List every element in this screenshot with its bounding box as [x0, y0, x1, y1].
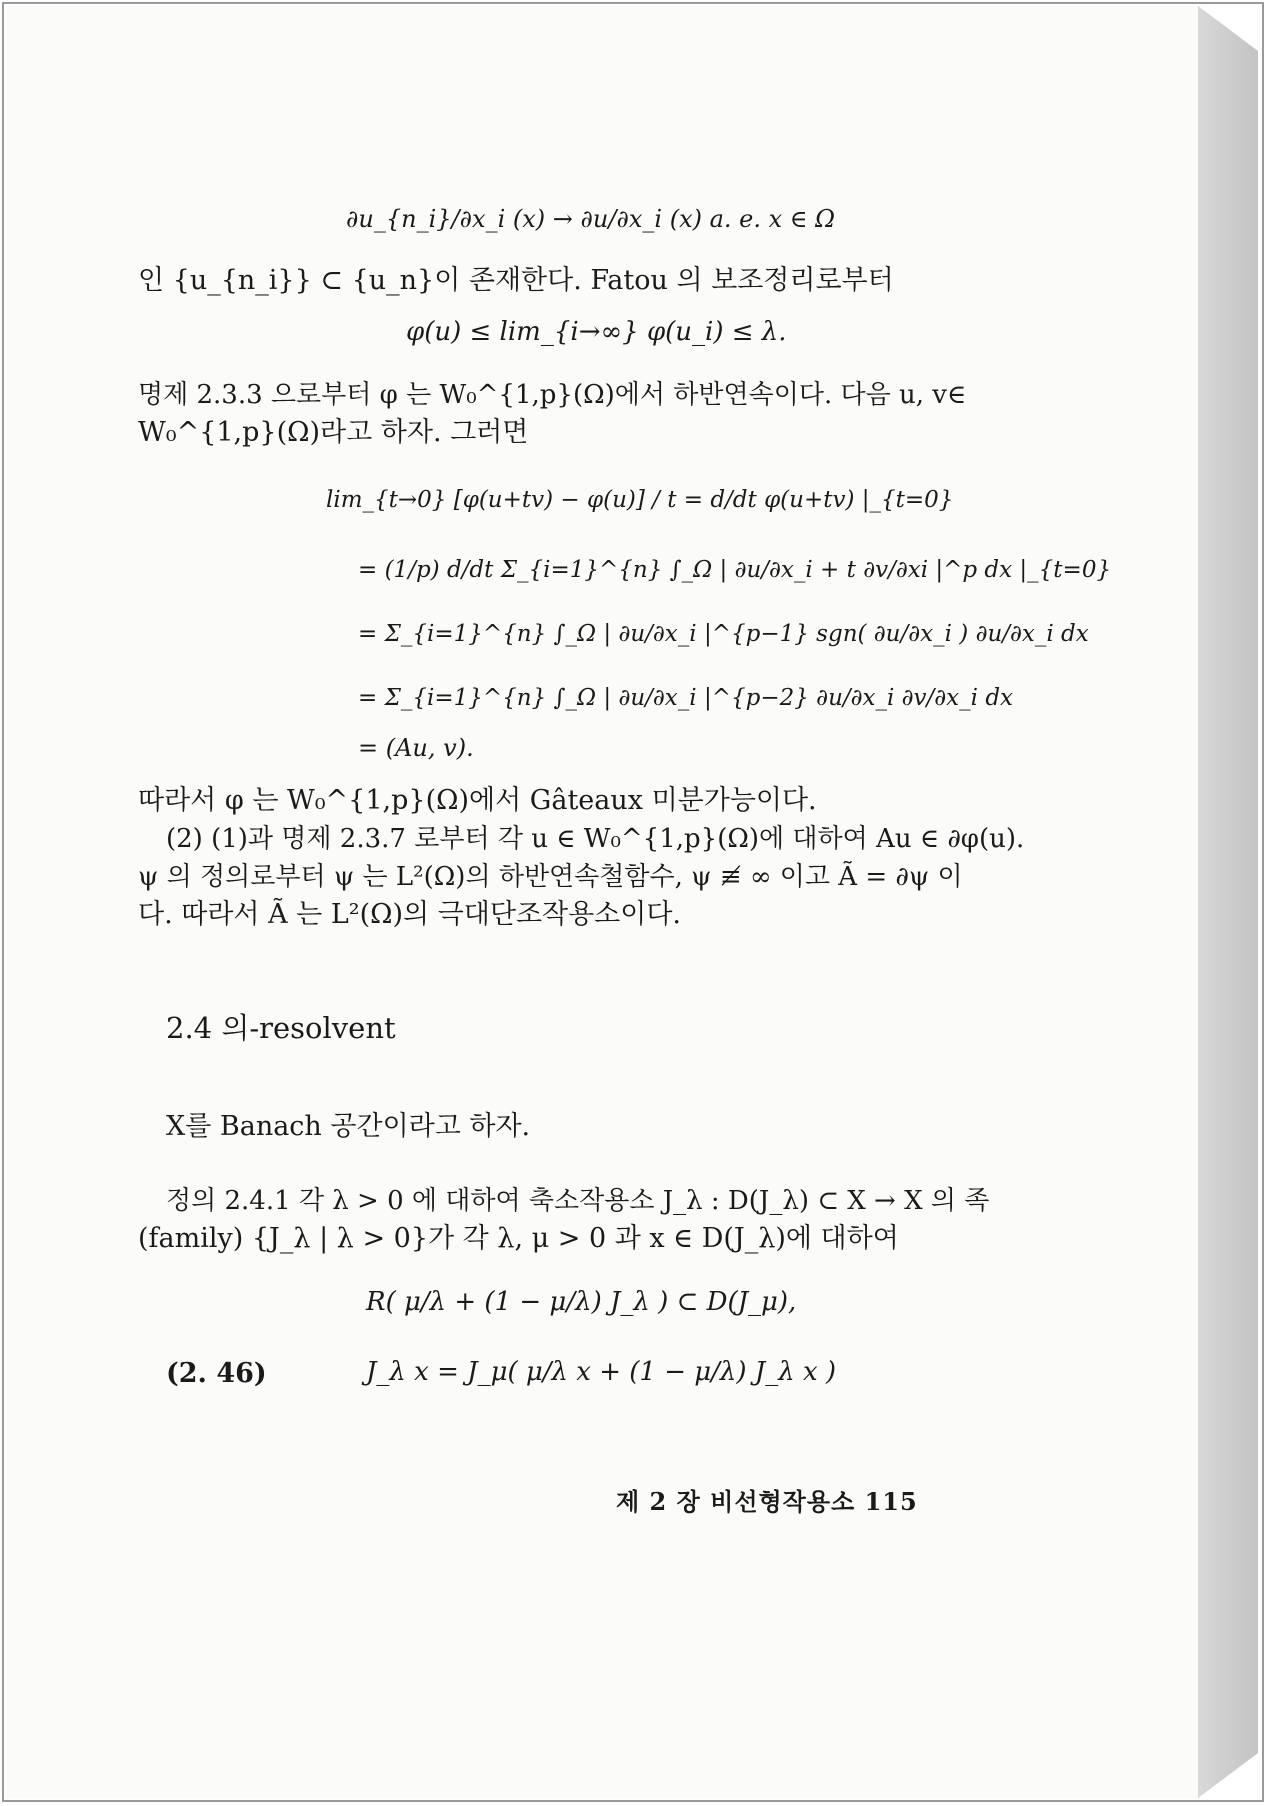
text-line-8: X를 Banach 공간이라고 하자.	[166, 1111, 531, 1142]
definition-line-1: 정의 2.4.1 각 λ > 0 에 대하여 축소작용소 J_λ : D(J_λ) ⊂ X → X 의 족	[166, 1186, 990, 1216]
definition-line-2: (family) {J_λ | λ > 0}가 각 λ, μ > 0 과 x ∈ D(J_λ)에 대하여	[138, 1223, 899, 1254]
text-line-5: (2) (1)과 명제 2.3.7 로부터 각 u ∈ W₀^{1,p}(Ω)에 대하여 Au ∈ ∂φ(u).	[166, 824, 1025, 854]
derivation-step-1: lim_{t→0} [φ(u+tv) − φ(u)] / t = d/dt φ(u+tv) |_{t=0}	[326, 487, 954, 513]
equation-number: (2. 46)	[166, 1358, 267, 1389]
text-line-6: ψ 의 정의로부터 ψ 는 L²(Ω)의 하반연속철함수, ψ ≢ ∞ 이고 Ã = ∂ψ 이	[138, 862, 963, 892]
equation-convergence: ∂u_{n_i}/∂x_i (x) → ∂u/∂x_i (x) a. e. x ∈ Ω	[346, 205, 836, 233]
derivation-step-3: = Σ_{i=1}^{n} ∫_Ω | ∂u/∂x_i |^{p−1} sgn( ∂u/∂x_i ) ∂u/∂x_i dx	[358, 621, 1089, 647]
equation-range: R( μ/λ + (1 − μ/λ) J_λ ) ⊂ D(J_μ),	[366, 1287, 797, 1317]
derivation-step-2: = (1/p) d/dt Σ_{i=1}^{n} ∫_Ω | ∂u/∂x_i + t ∂v/∂xi |^p dx |_{t=0}	[358, 557, 1112, 583]
text-line-4: 따라서 φ 는 W₀^{1,p}(Ω)에서 Gâteaux 미분가능이다.	[138, 785, 817, 816]
text-line-7: 다. 따라서 Ã 는 L²(Ω)의 극대단조작용소이다.	[138, 899, 682, 930]
text-line-3: W₀^{1,p}(Ω)라고 하자. 그러면	[138, 417, 529, 448]
equation-resolvent: J_λ x = J_μ( μ/λ x + (1 − μ/λ) J_λ x )	[366, 1357, 837, 1387]
text-line-2: 명제 2.3.3 으로부터 φ 는 W₀^{1,p}(Ω)에서 하반연속이다. 다음 u, v∈	[138, 380, 967, 410]
equation-fatou: φ(u) ≤ lim_{i→∞} φ(u_i) ≤ λ.	[406, 317, 787, 347]
text-line-1: 인 {u_{n_i}} ⊂ {u_n}이 존재한다. Fatou 의 보조정리로부터	[138, 265, 894, 296]
page-stack-edge	[1198, 6, 1258, 1798]
section-heading: 2.4 의-resolvent	[166, 1011, 396, 1045]
book-page	[6, 6, 1199, 1798]
derivation-step-4: = Σ_{i=1}^{n} ∫_Ω | ∂u/∂x_i |^{p−2} ∂u/∂x_i ∂v/∂x_i dx	[358, 685, 1014, 711]
page-footer: 제 2 장 비선형작용소 115	[616, 1487, 918, 1516]
derivation-step-5: = (Au, v).	[358, 734, 474, 762]
